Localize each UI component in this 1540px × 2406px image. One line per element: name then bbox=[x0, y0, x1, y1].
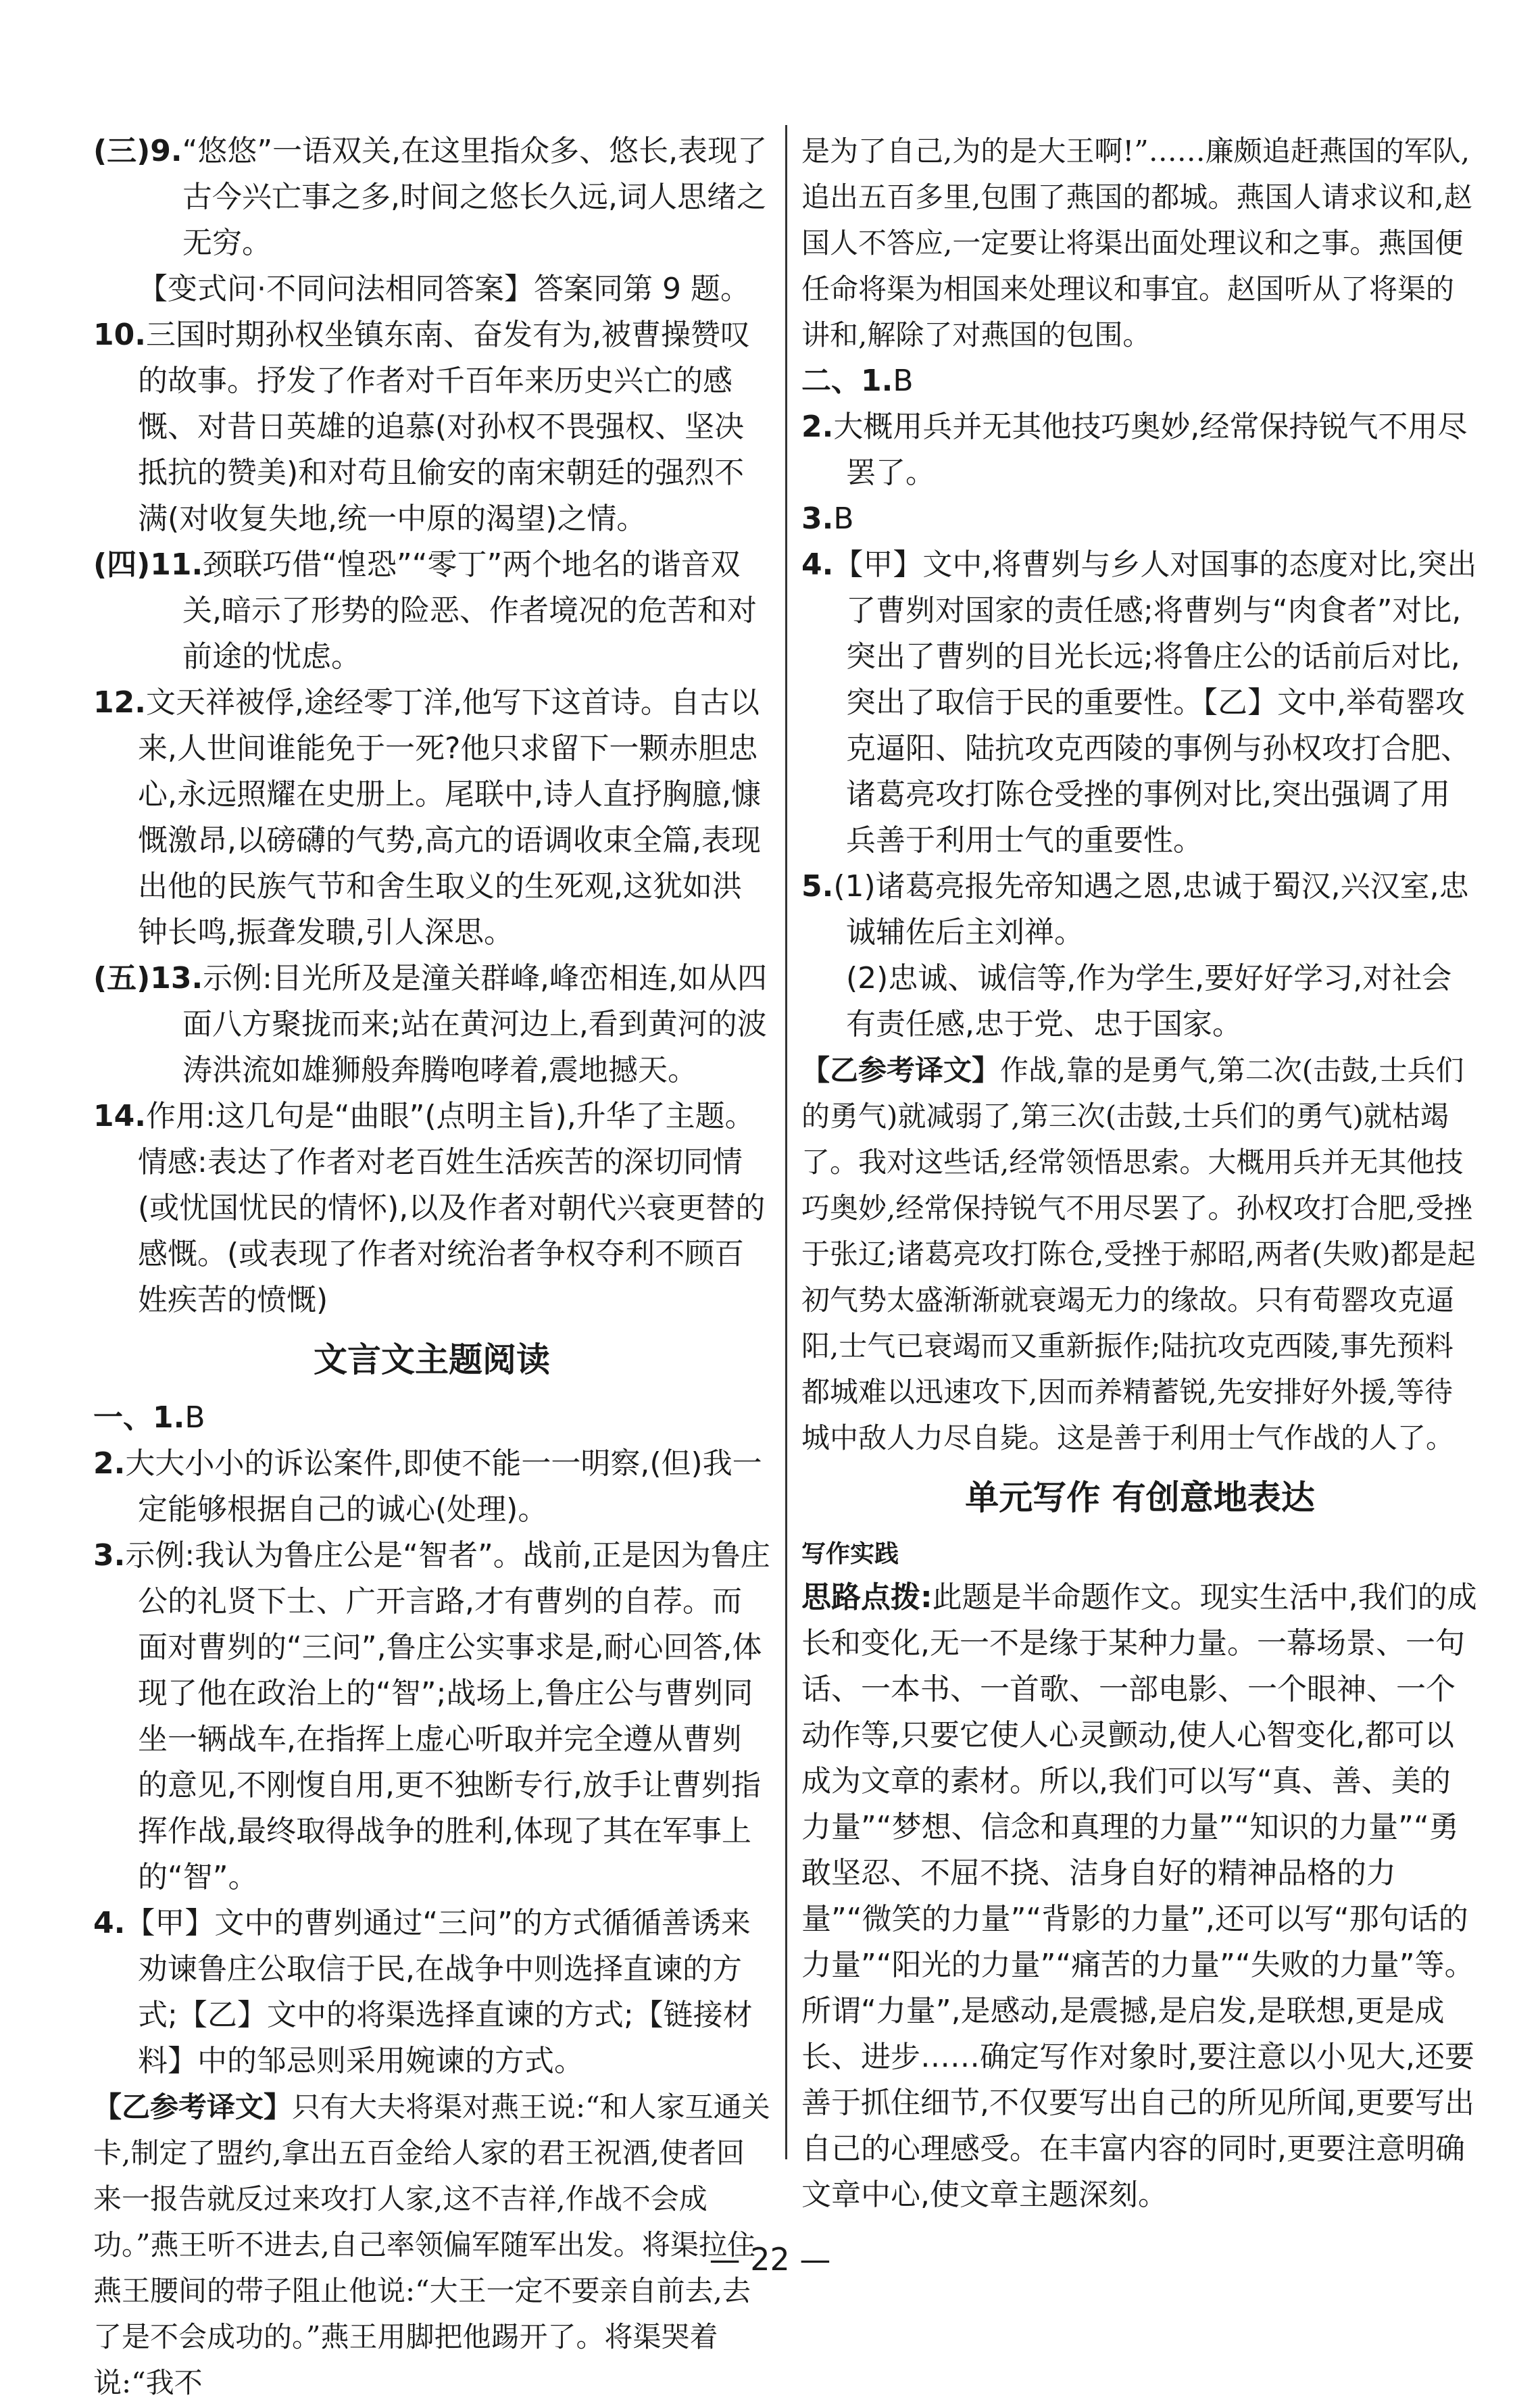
answer-item: (三)9.“悠悠”一语双关,在这里指众多、悠长,表现了古今兴亡事之多,时间之悠长久远,词人思绪之无穷。 bbox=[93, 134, 768, 260]
writing-section-title: 单元写作 有创意地表达 bbox=[965, 1477, 1315, 1517]
answer-item: 二、1.B bbox=[801, 364, 914, 398]
translation-paragraph: 【乙参考译文】作战,靠的是勇气,第二次(击鼓,士兵们的勇气)就减弱了,第三次(击鼓,士兵们的勇气)就枯竭了。我对这些话,经常领悟思索。大概用兵并无其他技巧奥妙,经常保持锐气不用尽罢了。孙权攻打合肥,受挫于张辽;诸葛亮攻打陈仓,受挫于郝昭,两者(失败)都是起初气势太盛渐渐就衰竭无力的缘故。只有荀罂攻克逼阳,士气已衰竭而又重新振作;陆抗攻克西陵,事先预料都城难以迅速攻下,因而养精蓄锐,先安排好外援,等待城中敌人力尽自毙。这是善于利用士气作战的人了。 bbox=[801, 1054, 1476, 1454]
answer-item: (2)忠诚、诚信等,作为学生,要好好学习,对社会有责任感,忠于党、忠于国家。 bbox=[846, 961, 1452, 1041]
answer-item: 2.大概用兵并无其他技巧奥妙,经常保持锐气不用尽罢了。 bbox=[801, 410, 1468, 490]
answer-item: 3.示例:我认为鲁庄公是“智者”。战前,正是因为鲁庄公的礼贤下士、广开言路,才有曹刿的自荐。而面对曹刿的“三问”,鲁庄公实事求是,耐心回答,体现了他在政治上的“智”;战场上,鲁庄公与曹刿同坐一辆战车,在指挥上虚心听取并完全遵从曹刿的意见,不刚愎自用,更不独断专行,放手让曹刿指挥作战,最终取得战争的胜利,体现了其在军事上的“智”。 bbox=[93, 1538, 770, 1894]
practice-label: 写作实践 bbox=[801, 1540, 899, 1568]
section-title: 文言文主题阅读 bbox=[314, 1340, 550, 1379]
answer-item: 14.作用:这几句是“曲眼”(点明主旨),升华了主题。 bbox=[93, 1099, 755, 1133]
answer-item: (五)13.示例:目光所及是潼关群峰,峰峦相连,如从四面八方聚拢而来;站在黄河边上,看到黄河的波涛洪流如雄狮般奔腾咆哮着,震地撼天。 bbox=[93, 961, 767, 1087]
answer-item: 5.(1)诸葛亮报先帝知遇之恩,忠诚于蜀汉,兴汉室,忠诚辅佐后主刘禅。 bbox=[801, 869, 1469, 950]
answer-item: 3.B bbox=[801, 501, 854, 536]
answer-item: 2.大大小小的诉讼案件,即使不能一一明察,(但)我一定能够根据自己的诚心(处理)。 bbox=[93, 1446, 762, 1527]
answer-item: (四)11.颈联巧借“惶恐”“零丁”两个地名的谐音双关,暗示了形势的险恶、作者境况的危苦和对前途的忧虑。 bbox=[93, 547, 757, 674]
right-column bbox=[801, 128, 1479, 2218]
answer-item: 10.三国时期孙权坐镇东南、奋发有为,被曹操赞叹的故事。抒发了作者对千百年来历史兴亡的感慨、对昔日英雄的追慕(对孙权不畏强权、坚决抵抗的赞美)和对苟且偷安的南宋朝廷的强烈不满(对收复失地,统一中原的渴望)之情。 bbox=[93, 318, 750, 536]
answer-item: 【变式问·不同问法相同答案】答案同第 9 题。 bbox=[138, 272, 750, 306]
answer-item: 情感:表达了作者对老百姓生活疾苦的深切同情(或忧国忧民的情怀),以及作者对朝代兴衰更替的感慨。(或表现了作者对统治者争权夺利不顾百姓疾苦的愤慨) bbox=[138, 1145, 766, 1317]
translation-paragraph: 【乙参考译文】只有大夫将渠对燕王说:“和人家互通关卡,制定了盟约,拿出五百金给人家的君王祝酒,使者回来一报告就反过来攻打人家,这不吉祥,作战不会成功。”燕王听不进去,自己率领偏军随军出发。将渠拉住燕王腰间的带子阻止他说:“大王一定不要亲自前去,去了是不会成功的。”燕王用脚把他踢开了。将渠哭着说:“我不 bbox=[93, 2090, 770, 2399]
writing-tips: 思路点拨:此题是半命题作文。现实生活中,我们的成长和变化,无一不是缘于某种力量。一幕场景、一句话、一本书、一首歌、一部电影、一个眼神、一个动作等,只要它使人心灵颤动,使人心智变化,都可以成为文章的素材。所以,我们可以写“真、善、美的力量”“梦想、信念和真理的力量”“知识的力量”“勇敢坚忍、不屈不挠、洁身自好的精神品格的力量”“微笑的力量”“背影的力量”,还可以写“那句话的力量”“阳光的力量”“痛苦的力量”“失败的力量”等。所谓“力量”,是感动,是震撼,是启发,是联想,更是成长、进步……确定写作对象时,要注意以小见大,还要善于抓住细节,不仅要写出自己的所见所闻,更要写出自己的心理感受。在丰富内容的同时,更要注意明确文章中心,使文章主题深刻。 bbox=[801, 1580, 1477, 2212]
page-number: — 22 — bbox=[709, 2241, 831, 2278]
answer-item: 12.文天祥被俘,途经零丁洋,他写下这首诗。自古以来,人世间谁能免于一死?他只求留下一颗赤胆忠心,永远照耀在史册上。尾联中,诗人直抒胸臆,慷慨激昂,以磅礴的气势,高亢的语调收束全篇,表现出他的民族气节和舍生取义的生死观,这犹如洪钟长鸣,振聋发聩,引人深思。 bbox=[93, 685, 761, 950]
column-divider bbox=[785, 125, 787, 2159]
answer-item: 4.【甲】文中,将曹刿与乡人对国事的态度对比,突出了曹刿对国家的责任感;将曹刿与“肉食者”对比,突出了曹刿的目光长远;将鲁庄公的话前后对比,突出了取信于民的重要性。【乙】文中,举荀罂攻克逼阳、陆抗攻克西陵的事例与孙权攻打合肥、诸葛亮攻打陈仓受挫的事例对比,突出强调了用兵善于利用士气的重要性。 bbox=[801, 547, 1477, 858]
answer-item: 4.【甲】文中的曹刿通过“三问”的方式循循善诱来劝谏鲁庄公取信于民,在战争中则选择直谏的方式;【乙】文中的将渠选择直谏的方式;【链接材料】中的邹忌则采用婉谏的方式。 bbox=[93, 1906, 753, 2078]
translation-continued: 是为了自己,为的是大王啊!”……廉颇追赶燕国的军队,追出五百多里,包围了燕国的都城。燕国人请求议和,赵国人不答应,一定要让将渠出面处理议和之事。燕国便任命将渠为相国来处理议和事宜。赵国听从了将渠的讲和,解除了对燕国的包围。 bbox=[801, 134, 1472, 351]
left-column bbox=[93, 128, 770, 2406]
answer-item: 一、1.B bbox=[93, 1400, 205, 1435]
